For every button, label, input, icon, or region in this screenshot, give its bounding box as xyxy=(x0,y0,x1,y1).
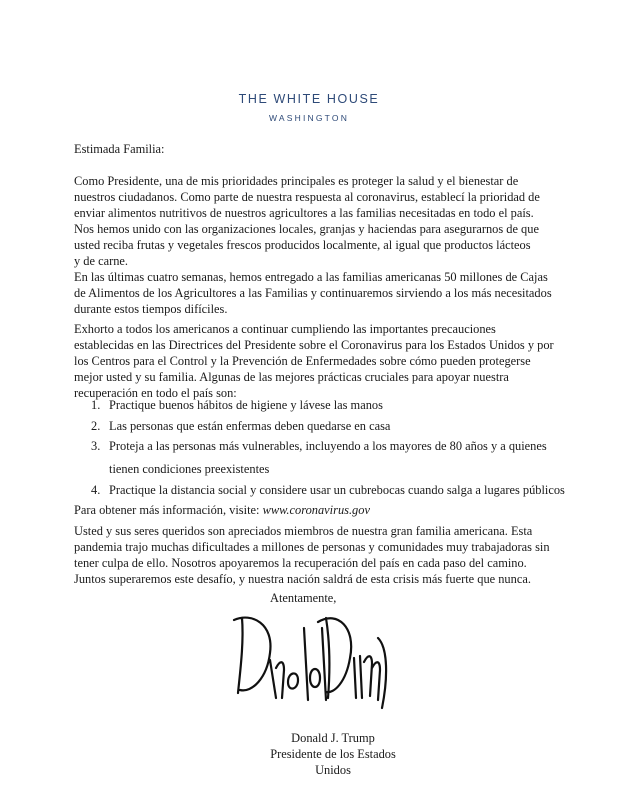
list-item-continuation xyxy=(109,462,269,477)
list-item xyxy=(91,419,390,434)
paragraph-line: Como Presidente, una de mis prioridades principales es proteger la salud y el bienestar de xyxy=(74,174,519,188)
paragraph-line: tener culpa de ello. Nosotros apoyaremos la recuperación del país en cada paso del camino. xyxy=(74,556,527,570)
paragraph-line: En las últimas cuatro semanas, hemos entregado a las familias americanas 50 millones de Cajas xyxy=(74,270,548,284)
signature-image xyxy=(222,598,402,720)
list-text: Practique la distancia social y considere usar un cubrebocas cuando salga a lugares públicos xyxy=(109,483,565,497)
signer-block xyxy=(253,730,413,778)
list-text: Las personas que están enfermas deben quedarse en casa xyxy=(109,419,391,433)
signer-title: Presidente de los Estados Unidos xyxy=(270,747,396,777)
paragraph-3 xyxy=(74,321,554,401)
list-text: Practique buenos hábitos de higiene y lávese las manos xyxy=(109,398,383,412)
paragraph-line: Nos hemos unido con las organizaciones locales, granjas y haciendas para asegurarnos de que xyxy=(74,222,539,236)
letterhead-title: THE WHITE HOUSE xyxy=(238,92,380,106)
list-text: tienen condiciones preexistentes xyxy=(109,462,270,476)
more-info-line xyxy=(74,502,554,518)
list-number: 1. xyxy=(91,398,101,412)
paragraph-line: usted reciba frutas y vegetales frescos producidos localmente, al igual que productos lácteos xyxy=(74,238,531,252)
paragraph-line: y de carne. xyxy=(74,254,129,268)
signer-name: Donald J. Trump xyxy=(291,731,375,745)
paragraph-line: enviar alimentos nutritivos de nuestros agricultores a las familias necesitadas en todo el país. xyxy=(74,206,534,220)
paragraph-line: Usted y sus seres queridos son apreciados miembros de nuestra gran familia americana. Esta xyxy=(74,524,533,538)
paragraph-line: los Centros para el Control y la Prevención de Enfermedades sobre cómo pueden protegerse xyxy=(74,354,531,368)
paragraph-2 xyxy=(74,269,554,317)
letterhead-subtitle: WASHINGTON xyxy=(268,113,350,123)
list-text: Proteja a las personas más vulnerables, incluyendo a los mayores de 80 años y a quienes xyxy=(109,439,547,453)
closing-paragraph xyxy=(74,523,554,587)
paragraph-line: Juntos superaremos este desafío, y nuestra nación saldrá de esta crisis más fuerte que nunca. xyxy=(74,572,531,586)
list-item xyxy=(91,483,565,498)
salutation: Estimada Familia: xyxy=(74,142,165,156)
paragraph-line: nuestros ciudadanos. Como parte de nuestra respuesta al coronavirus, establecí la prioridad de xyxy=(74,190,540,204)
paragraph-line: Exhorto a todos los americanos a continuar cumpliendo las importantes precauciones xyxy=(74,322,496,336)
list-item xyxy=(91,398,383,413)
paragraph-line: recuperación en todo el país son: xyxy=(74,386,237,400)
closing: Atentamente, xyxy=(270,591,337,605)
list-item xyxy=(91,439,547,454)
list-number: 3. xyxy=(91,439,101,453)
list-number: 4. xyxy=(91,483,101,497)
paragraph-1 xyxy=(74,173,554,269)
paragraph-line: establecidas en las Directrices del Presidente sobre el Coronavirus para los Estados Unidos y por xyxy=(74,338,554,352)
paragraph-line: mejor usted y su familia. Algunas de las mejores prácticas cruciales para apoyar nuestra xyxy=(74,370,509,384)
info-link[interactable]: www.coronavirus.gov xyxy=(262,503,370,517)
paragraph-line: pandemia trajo muchas dificultades a millones de personas y comunidades muy trabajadoras sin xyxy=(74,540,550,554)
paragraph-line: de Alimentos de los Agricultores a las Familias y continuaremos sirviendo a los más necesitados xyxy=(74,286,552,300)
paragraph-line: durante estos tiempos difíciles. xyxy=(74,302,228,316)
more-info-prefix: Para obtener más información, visite: xyxy=(74,503,263,517)
list-number: 2. xyxy=(91,419,101,433)
